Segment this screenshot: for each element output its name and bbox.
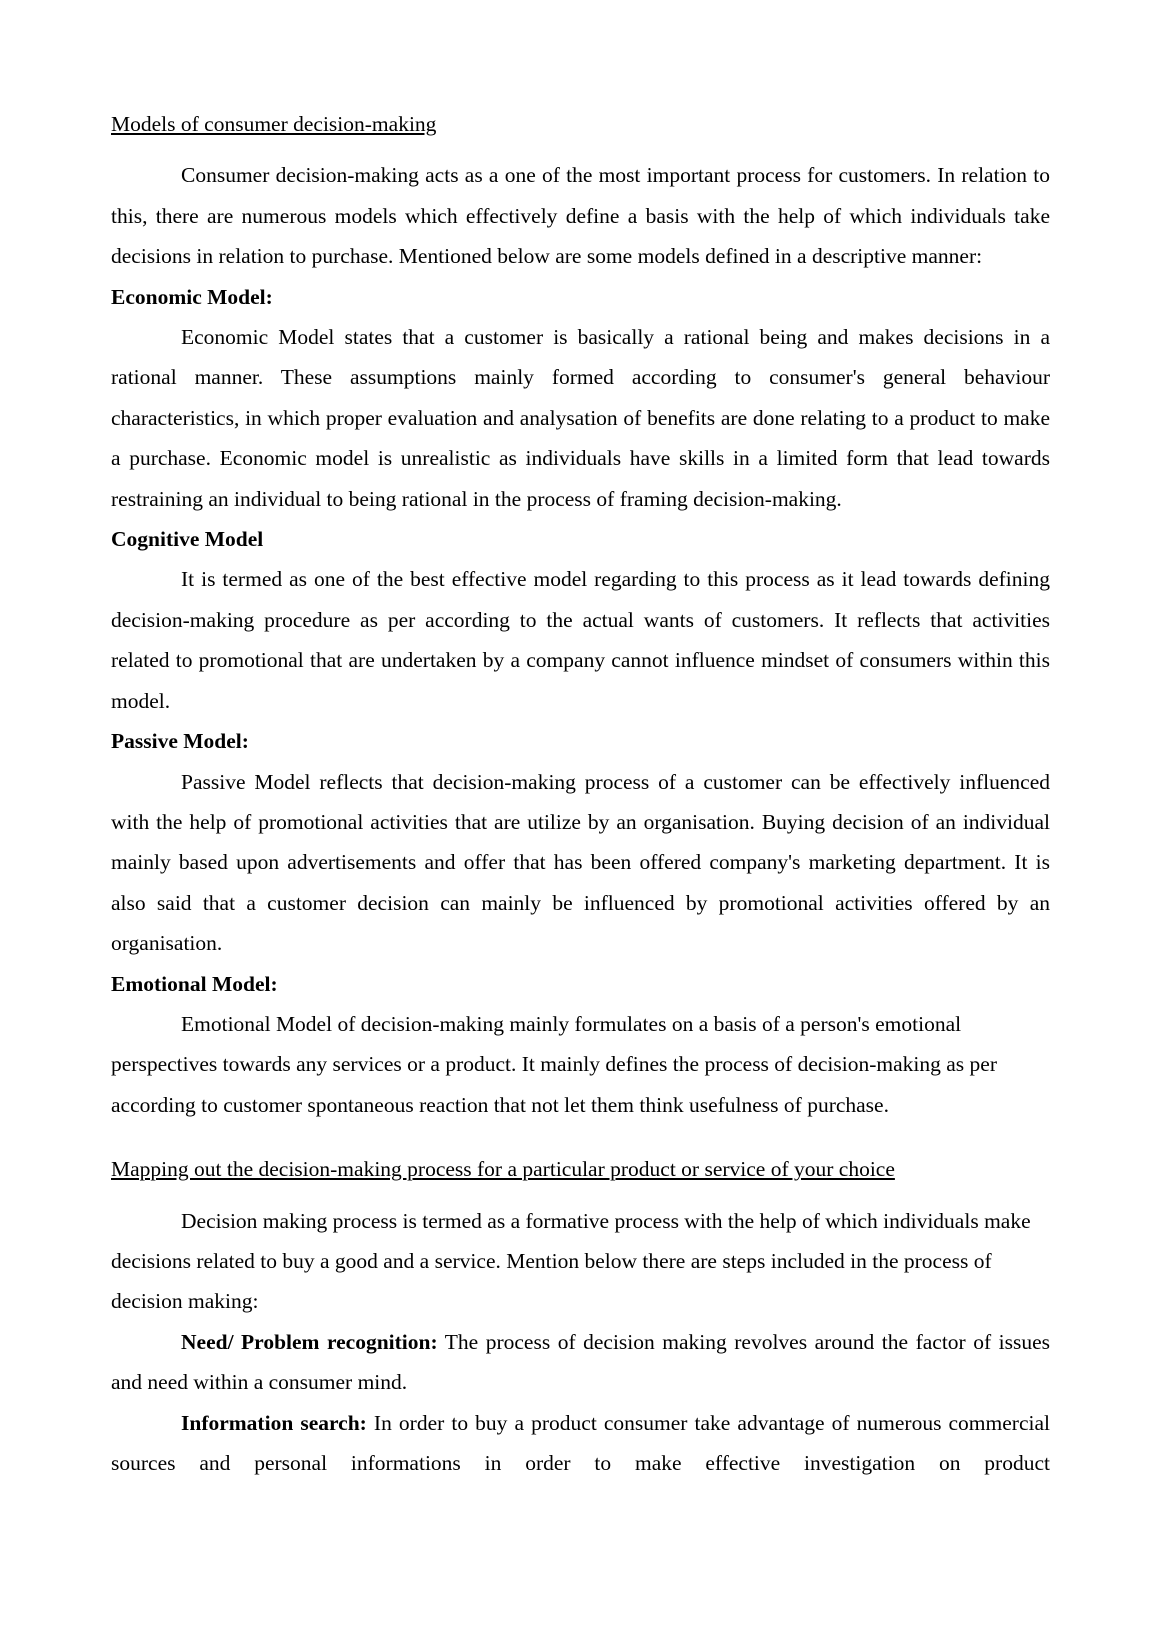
heading-passive-model: Passive Model:	[111, 729, 249, 754]
emotional-model-paragraph: Emotional Model of decision-making mainly formulates on a basis of a person's emotional perspectives towards any services or a product. It mainly defines the process of decision-making as per according to customer spontaneous reaction that not let them think usefulness of purchase.	[111, 1011, 997, 1117]
document-page	[111, 104, 1050, 1483]
economic-model-paragraph: Economic Model states that a customer is basically a rational being and makes decisions in a rational manner. These assumptions mainly formed according to consumer's general behaviour characteristics, in which proper evaluation and analysation of benefits are done relating to a product to make a purchase. Economic model is unrealistic as individuals have skills in a limited form that lead towards restraining an individual to being rational in the process of framing decision-making.	[111, 325, 1050, 511]
section-title-mapping: Mapping out the decision-making process for a particular product or service of your choice	[111, 1157, 895, 1182]
heading-economic-model: Economic Model:	[111, 284, 273, 309]
step-text-information-search: In order to buy a product consumer take advantage of numerous commercial sources and personal informations in order to make effective investigation on product	[111, 1410, 1050, 1475]
step-information-search	[111, 1403, 1050, 1484]
step-text-need-recognition: The process of decision making revolves around the factor of issues and need within a consumer mind.	[111, 1329, 1050, 1395]
step-lead-information-search: Information search:	[181, 1410, 367, 1435]
heading-cognitive-model: Cognitive Model	[111, 527, 264, 552]
cognitive-model-paragraph: It is termed as one of the best effective model regarding to this process as it lead towards defining decision-making procedure as per according to the actual wants of customers. It reflects that activities related to promotional that are undertaken by a company cannot influence mindset of consumers within this model.	[111, 567, 1050, 713]
heading-emotional-model: Emotional Model:	[111, 971, 278, 996]
models-intro-paragraph: Consumer decision-making acts as a one of the most important process for customers. In relation to this, there are numerous models which effectively define a basis with the help of which individuals take decisions in relation to purchase. Mentioned below are some models defined in a descriptive manner:	[111, 163, 1050, 269]
passive-model-paragraph: Passive Model reflects that decision-making process of a customer can be effectively influenced with the help of promotional activities that are utilize by an organisation. Buying decision of an individual mainly based upon advertisements and offer that has been offered company's marketing department. It is also said that a customer decision can mainly be influenced by promotional activities offered by an organisation.	[111, 769, 1050, 956]
step-lead-need-recognition: Need/ Problem recognition:	[181, 1329, 438, 1354]
section-title-models: Models of consumer decision-making	[111, 112, 437, 136]
mapping-intro-paragraph: Decision making process is termed as a formative process with the help of which individuals make decisions related to buy a good and a service. Mention below there are steps included in the process of decision making:	[111, 1208, 1031, 1314]
step-need-recognition	[111, 1322, 1050, 1403]
